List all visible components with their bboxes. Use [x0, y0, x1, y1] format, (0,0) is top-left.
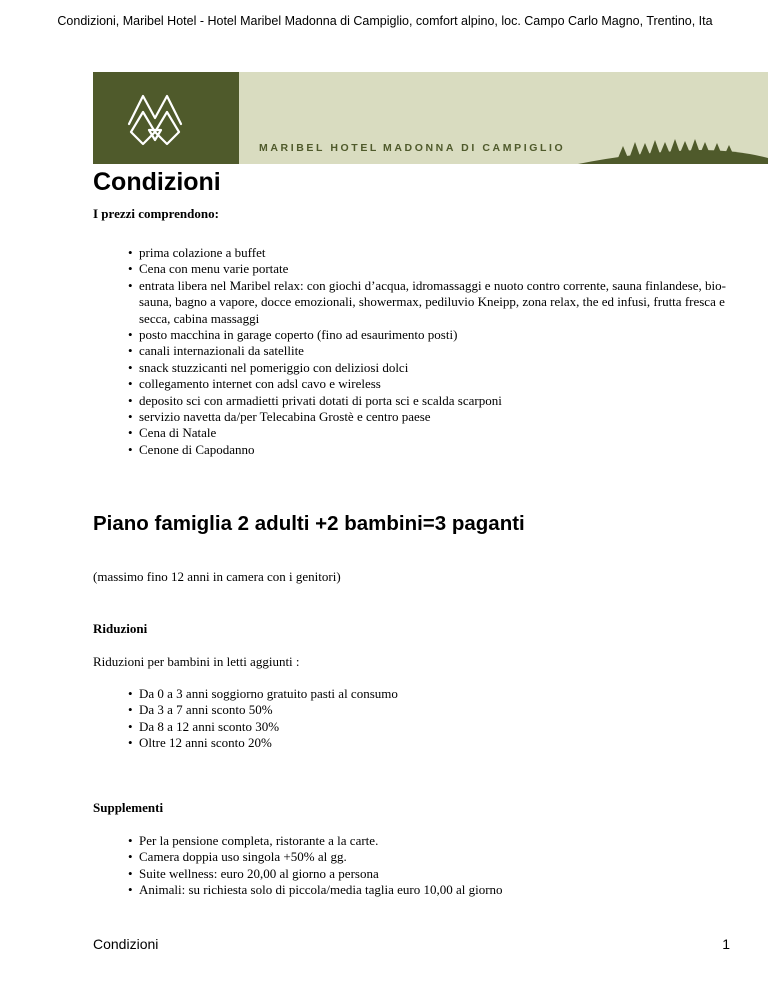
list-item: • posto macchina in garage coperto (fino ad esaurimento posti): [128, 327, 728, 343]
prices-intro: I prezzi comprendono:: [93, 206, 219, 221]
supplements-heading: Supplementi: [93, 800, 164, 815]
list-item: • snack stuzzicanti nel pomeriggio con deliziosi dolci: [128, 360, 728, 376]
logo-block: [93, 72, 239, 164]
reductions-intro: Riduzioni per bambini in letti aggiunti :: [93, 654, 300, 669]
forest-treeline-icon: [578, 134, 768, 164]
page-title: Condizioni: [93, 168, 221, 196]
list-item: • canali internazionali da satellite: [128, 343, 728, 359]
list-item: • Da 3 a 7 anni sconto 50%: [128, 702, 728, 718]
reductions-heading: Riduzioni: [93, 621, 148, 636]
list-item: • Suite wellness: euro 20,00 al giorno a persona: [128, 866, 728, 882]
brand-hotel-name: MARIBEL HOTEL: [259, 142, 379, 154]
list-item: • Oltre 12 anni sconto 20%: [128, 735, 728, 751]
family-plan-heading: Piano famiglia 2 adulti +2 bambini=3 paganti: [93, 512, 525, 535]
footer-title: Condizioni: [93, 936, 159, 952]
brand-town-name: MADONNA DI CAMPIGLIO: [383, 142, 566, 154]
list-item: • Da 0 a 3 anni soggiorno gratuito pasti al consumo: [128, 686, 728, 702]
list-item: • Camera doppia uso singola +50% al gg.: [128, 849, 728, 865]
reductions-list: [128, 686, 728, 752]
included-list: [128, 245, 728, 458]
hotel-banner: [93, 72, 768, 164]
list-item: • collegamento internet con adsl cavo e wireless: [128, 376, 728, 392]
family-plan-note: (massimo fino 12 anni in camera con i genitori): [93, 569, 341, 584]
list-item: • Cenone di Capodanno: [128, 442, 728, 458]
supplements-list: [128, 833, 728, 899]
list-item: • prima colazione a buffet: [128, 245, 728, 261]
list-item: • Animali: su richiesta solo di piccola/media taglia euro 10,00 al giorno: [128, 882, 728, 898]
list-item: • servizio navetta da/per Telecabina Grostè e centro paese: [128, 409, 728, 425]
list-item: • Cena con menu varie portate: [128, 261, 728, 277]
mountain-trees-logo-icon: [93, 72, 239, 164]
list-item: • Cena di Natale: [128, 425, 728, 441]
print-header: Condizioni, Maribel Hotel - Hotel Maribel Madonna di Campiglio, comfort alpino, loc. Campo Carlo Magno, Trentino, Ita: [57, 14, 713, 28]
list-item: • deposito sci con armadietti privati dotati di porta sci e scalda scarponi: [128, 393, 728, 409]
list-item: • Per la pensione completa, ristorante a la carte.: [128, 833, 728, 849]
list-item: • Da 8 a 12 anni sconto 30%: [128, 719, 728, 735]
list-item: • entrata libera nel Maribel relax: con giochi d’acqua, idromassaggi e nuoto contro corrente, sauna finlandese, bio-sauna, bagno a vapore, docce emozionali, showermax, pediluvio Kneipp, zona relax, the ed infusi, frutta fresca e secca, cabina massaggi: [128, 278, 728, 327]
page-number: 1: [722, 936, 730, 952]
